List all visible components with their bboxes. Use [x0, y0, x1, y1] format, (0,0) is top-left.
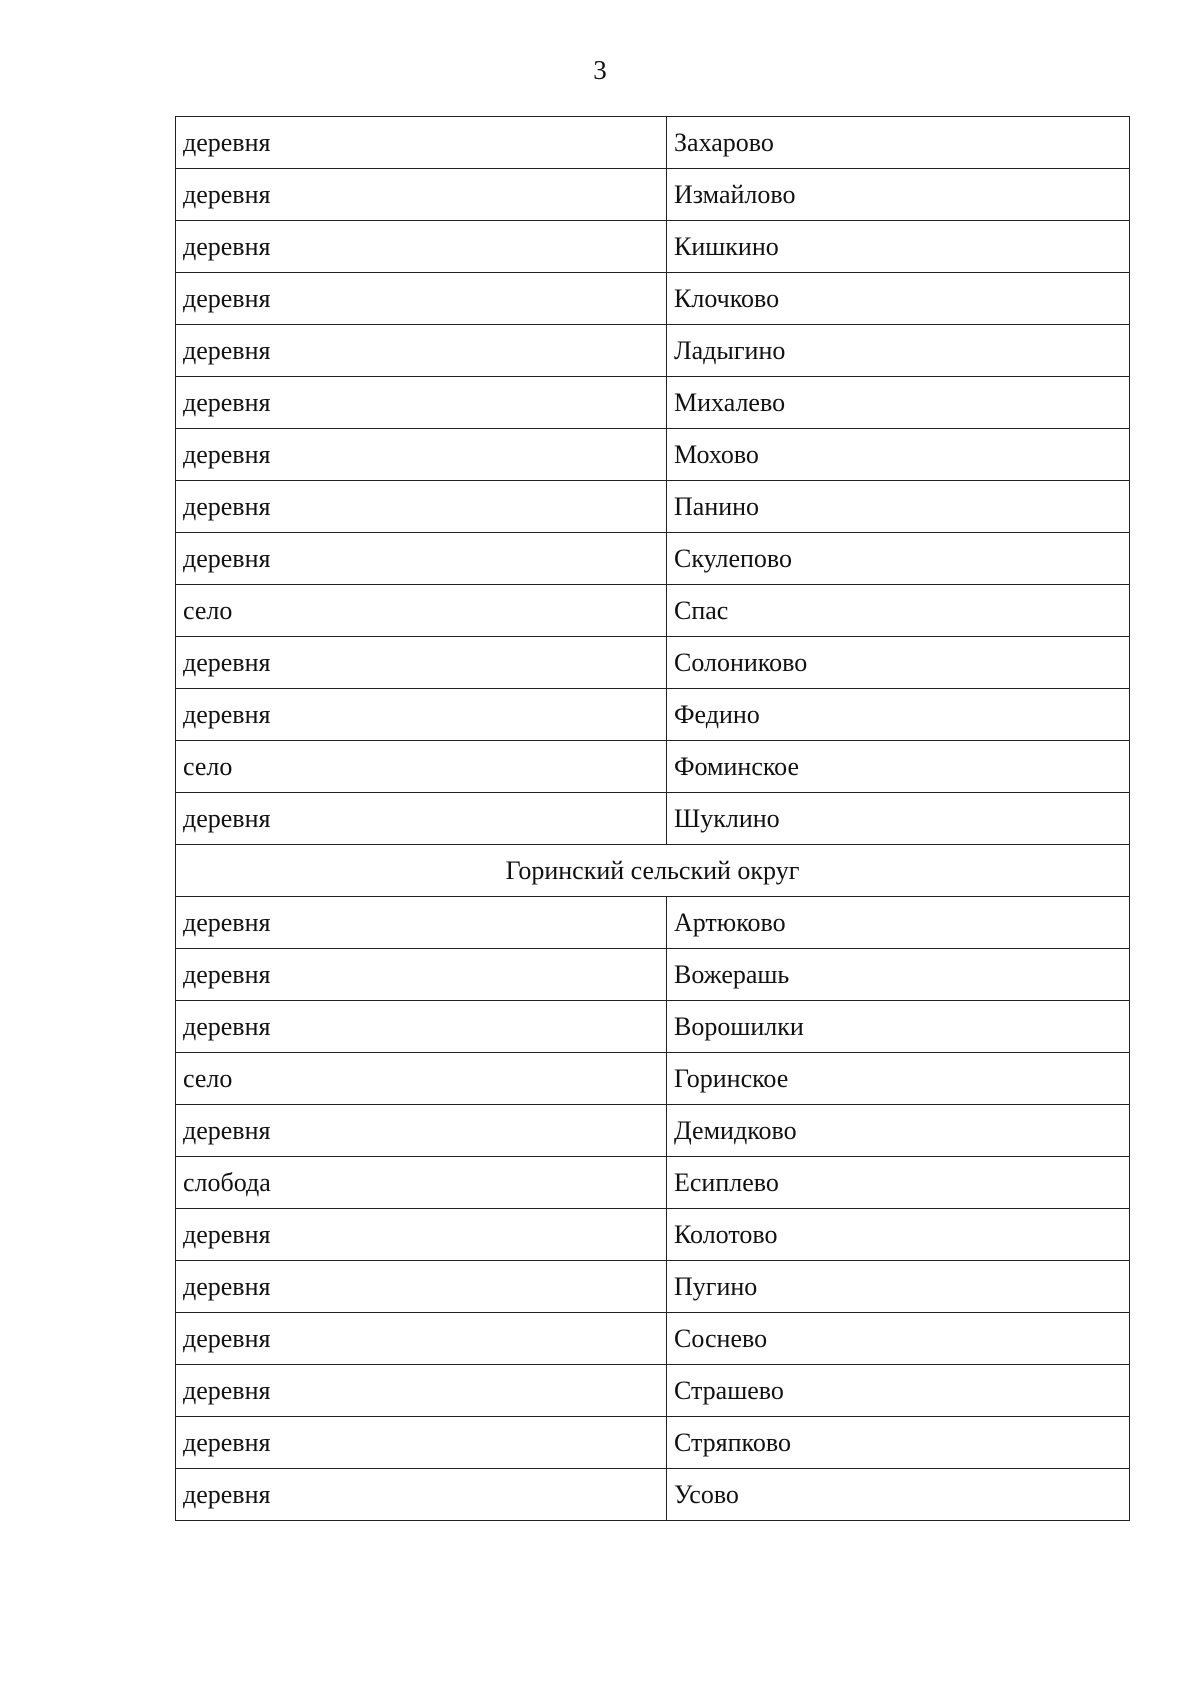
- settlement-type-cell: деревня: [176, 1313, 667, 1365]
- settlement-name-cell: Колотово: [667, 1209, 1130, 1261]
- settlement-type-cell: деревня: [176, 377, 667, 429]
- table-row: [176, 273, 1130, 325]
- settlement-name-cell: Солониково: [667, 637, 1130, 689]
- settlement-table: [175, 116, 1130, 1521]
- table-row: [176, 1313, 1130, 1365]
- table-row: [176, 793, 1130, 845]
- section-heading: Горинский сельский округ: [176, 845, 1130, 897]
- table-row: [176, 637, 1130, 689]
- settlement-name-cell: Соснево: [667, 1313, 1130, 1365]
- settlement-name-cell: Кишкино: [667, 221, 1130, 273]
- settlement-name-cell: Ладыгино: [667, 325, 1130, 377]
- table-row: [176, 481, 1130, 533]
- table-row: [176, 429, 1130, 481]
- table-row: [176, 1365, 1130, 1417]
- table-row: [176, 585, 1130, 637]
- settlement-name-cell: Вожерашь: [667, 949, 1130, 1001]
- settlement-type-cell: деревня: [176, 1261, 667, 1313]
- settlement-name-cell: Михалево: [667, 377, 1130, 429]
- settlement-type-cell: деревня: [176, 273, 667, 325]
- settlement-type-cell: деревня: [176, 1417, 667, 1469]
- table-row: [176, 741, 1130, 793]
- settlement-name-cell: Мохово: [667, 429, 1130, 481]
- table-row: [176, 1209, 1130, 1261]
- settlement-name-cell: Спас: [667, 585, 1130, 637]
- settlement-type-cell: деревня: [176, 533, 667, 585]
- settlement-name-cell: Страшево: [667, 1365, 1130, 1417]
- settlement-name-cell: Стряпково: [667, 1417, 1130, 1469]
- settlement-name-cell: Есиплево: [667, 1157, 1130, 1209]
- table-row: [176, 1105, 1130, 1157]
- settlement-name-cell: Демидково: [667, 1105, 1130, 1157]
- settlement-type-cell: деревня: [176, 481, 667, 533]
- settlement-type-cell: деревня: [176, 117, 667, 169]
- settlement-name-cell: Фоминское: [667, 741, 1130, 793]
- table-row: [176, 221, 1130, 273]
- table-row: [176, 1053, 1130, 1105]
- settlement-type-cell: деревня: [176, 1469, 667, 1521]
- table-row: [176, 117, 1130, 169]
- settlement-type-cell: деревня: [176, 793, 667, 845]
- section-heading-row: [176, 845, 1130, 897]
- settlement-name-cell: Панино: [667, 481, 1130, 533]
- settlement-name-cell: Измайлово: [667, 169, 1130, 221]
- table-row: [176, 897, 1130, 949]
- settlement-name-cell: Федино: [667, 689, 1130, 741]
- settlement-type-cell: деревня: [176, 325, 667, 377]
- table-row: [176, 377, 1130, 429]
- settlement-type-cell: деревня: [176, 1105, 667, 1157]
- settlement-type-cell: деревня: [176, 221, 667, 273]
- settlement-type-cell: деревня: [176, 689, 667, 741]
- settlement-type-cell: деревня: [176, 169, 667, 221]
- table-row: [176, 689, 1130, 741]
- table-row: [176, 533, 1130, 585]
- table-row: [176, 1469, 1130, 1521]
- settlement-name-cell: Скулепово: [667, 533, 1130, 585]
- settlement-type-cell: деревня: [176, 949, 667, 1001]
- table-row: [176, 1417, 1130, 1469]
- settlement-type-cell: деревня: [176, 1001, 667, 1053]
- settlement-name-cell: Пугино: [667, 1261, 1130, 1313]
- settlement-type-cell: деревня: [176, 637, 667, 689]
- settlement-type-cell: слобода: [176, 1157, 667, 1209]
- table-row: [176, 169, 1130, 221]
- settlement-type-cell: деревня: [176, 897, 667, 949]
- table-row: [176, 1261, 1130, 1313]
- settlement-type-cell: село: [176, 1053, 667, 1105]
- settlement-type-cell: деревня: [176, 429, 667, 481]
- settlement-table-body: [176, 117, 1130, 1521]
- settlement-name-cell: Клочково: [667, 273, 1130, 325]
- page-number: 3: [593, 55, 607, 85]
- settlement-name-cell: Шуклино: [667, 793, 1130, 845]
- settlement-type-cell: село: [176, 741, 667, 793]
- settlement-type-cell: село: [176, 585, 667, 637]
- table-row: [176, 325, 1130, 377]
- settlement-name-cell: Захарово: [667, 117, 1130, 169]
- settlement-name-cell: Усово: [667, 1469, 1130, 1521]
- table-row: [176, 1157, 1130, 1209]
- settlement-type-cell: деревня: [176, 1209, 667, 1261]
- settlement-name-cell: Горинское: [667, 1053, 1130, 1105]
- settlement-name-cell: Артюково: [667, 897, 1130, 949]
- settlement-type-cell: деревня: [176, 1365, 667, 1417]
- table-row: [176, 949, 1130, 1001]
- table-row: [176, 1001, 1130, 1053]
- settlement-name-cell: Ворошилки: [667, 1001, 1130, 1053]
